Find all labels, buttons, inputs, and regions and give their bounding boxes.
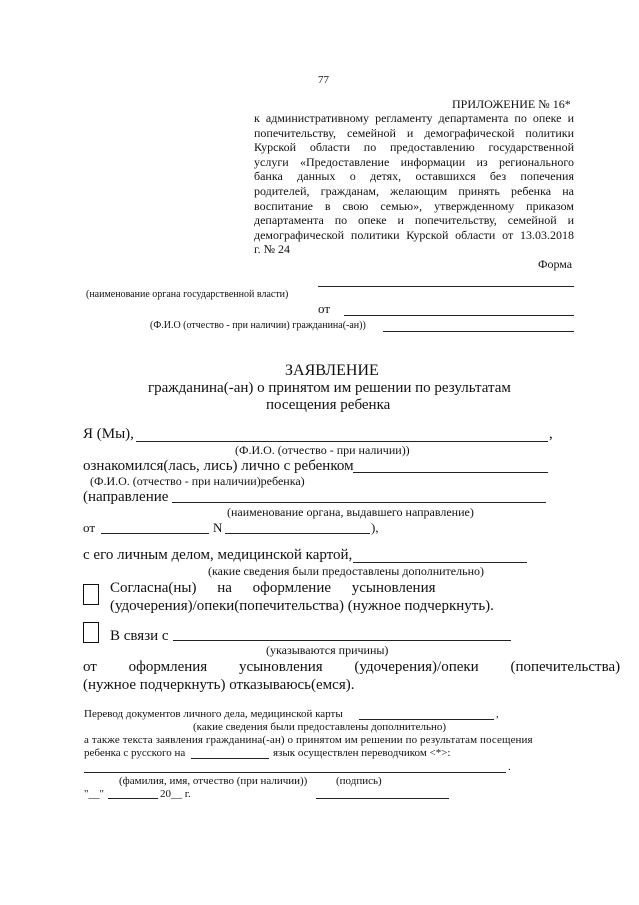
- from-label: от: [318, 301, 331, 316]
- appendix-line: г. № 24: [254, 242, 291, 257]
- name-caption: (фамилия, имя, отчество (при наличии)): [119, 775, 308, 787]
- translation-line2: а также текста заявления гражданина(-ан) о принятом им решении по результатам посещения: [84, 734, 533, 746]
- fio-field-line[interactable]: [383, 331, 574, 332]
- appendix-line: демографической политики Курской области от 13.03.2018: [254, 227, 574, 242]
- appendix-line: родителей, гражданам, желающим принять ребенка на: [254, 183, 574, 198]
- translation-line3a: ребенка с русского на: [84, 747, 186, 759]
- translation-field-line[interactable]: [359, 719, 494, 720]
- document-title: ЗАЯВЛЕНИЕ: [285, 362, 379, 379]
- referral-number-line[interactable]: [225, 533, 370, 534]
- file-label: с его личным делом, медицинской картой,: [83, 547, 353, 563]
- referral-field-line[interactable]: [172, 502, 546, 503]
- comma: ,: [549, 426, 553, 442]
- appendix-line: департамента по опеке и попечительству, семейной и: [254, 213, 574, 228]
- fio-caption: (Ф.И.О (отчество - при наличии) гражданина(-ан)): [150, 320, 366, 331]
- agree-text-line1: Согласна(ны) на оформление усыновления: [110, 580, 436, 596]
- comma-2: ,: [496, 708, 499, 720]
- agree-checkbox[interactable]: [83, 584, 99, 605]
- file-caption: (какие сведения были предоставлены дополнительно): [208, 564, 485, 578]
- form-label: Форма: [538, 257, 573, 271]
- refuse-checkbox[interactable]: [83, 622, 99, 643]
- child-caption: (Ф.И.О. (отчество - при наличии)ребенка): [90, 474, 305, 488]
- we-field-line[interactable]: [136, 441, 548, 442]
- translation-line3b: язык осуществлен переводчиком <*>:: [273, 747, 451, 759]
- child-field-line[interactable]: [353, 472, 548, 473]
- appendix-line: Курской области по предоставлению государственной: [254, 140, 574, 155]
- acquainted-label: ознакомился(лась, лись) лично с ребенком: [83, 458, 354, 474]
- appendix-line: попечительству, семейной и демографической политики: [254, 125, 574, 140]
- closing-bracket: ),: [371, 520, 379, 535]
- due-label: В связи с: [110, 628, 169, 644]
- referral-label: (направление: [83, 489, 169, 505]
- translation-caption: (какие сведения были предоставлены дополнительно): [193, 721, 447, 733]
- document-subtitle: гражданина(-ан) о принятом им решении по результатам: [148, 380, 511, 396]
- reasons-caption: (указываются причины): [266, 643, 389, 657]
- appendix-title: ПРИЛОЖЕНИЕ № 16*: [452, 97, 571, 111]
- reasons-field-line[interactable]: [173, 640, 511, 641]
- document-subtitle-2: посещения ребенка: [266, 397, 391, 413]
- appendix-line: воспитание в свою семью», утвержденному приказом: [254, 198, 574, 213]
- authority-field-line[interactable]: [318, 286, 574, 287]
- sign-caption: (подпись): [336, 775, 382, 787]
- appendix-text: [254, 111, 574, 257]
- page-number: 77: [318, 74, 329, 86]
- from-field-line[interactable]: [344, 315, 574, 316]
- referral-caption: (наименование органа, выдавшего направление): [227, 505, 474, 519]
- appendix-line: банка данных о детях, оставшихся без попечения: [254, 169, 574, 184]
- date-from-label: от: [83, 520, 96, 535]
- agree-text-line2: (удочерения)/опеки(попечительства) (нужное подчеркнуть).: [110, 598, 494, 614]
- authority-caption: (наименование органа государственной власти): [86, 289, 289, 300]
- date-day: "__": [84, 788, 104, 800]
- file-field-line[interactable]: [353, 562, 527, 563]
- language-field-line[interactable]: [191, 758, 269, 759]
- signature-line[interactable]: [316, 798, 449, 799]
- appendix-line: услуги «Предоставление информации из регионального: [254, 154, 574, 169]
- we-label: Я (Мы),: [83, 426, 134, 442]
- date-month-line[interactable]: [108, 798, 158, 799]
- refuse-text-line1: от оформления усыновления (удочерения)/опеки (попечительства): [83, 659, 621, 675]
- appendix-line: к административному регламенту департамента по опеке и: [254, 111, 574, 125]
- period: .: [508, 761, 511, 773]
- translation-line1: Перевод документов личного дела, медицинской карты: [84, 708, 343, 720]
- translator-field-line[interactable]: [84, 772, 506, 773]
- date-year: 20__ г.: [160, 788, 191, 800]
- referral-date-line[interactable]: [101, 533, 209, 534]
- refuse-text-line2: (нужное подчеркнуть) отказываюсь(емся).: [83, 677, 355, 693]
- we-caption: (Ф.И.О. (отчество - при наличии)): [235, 443, 410, 457]
- number-label: N: [213, 520, 223, 535]
